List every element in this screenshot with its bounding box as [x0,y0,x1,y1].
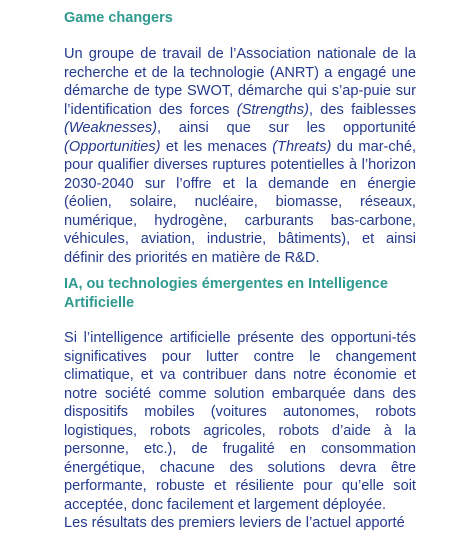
section-heading-ia: IA, ou technologies émergentes en Intelligence Artificielle [64,276,388,311]
paragraph-text: du mar-ché, pour qualifier diverses ruptures potentielles à l’horizon 2030-2040 sur l’offre et la demande en énergie (éolien, solaire, nucléaire, biomasse, réseaux, numérique, hydrogène, carburants bas-carbone, véhicules, aviation, industrie, bâtiments), et ainsi définir des priorités en matière de R&D. [64,138,417,266]
paragraph-text: , des faiblesses [308,101,416,118]
paragraph-text: Un groupe de travail de l’Association nationale de la recherche et de la technologie (ANRT) a engagé une démarche de type SWOT, démarche qui s’ap-puie sur l’identification des forces [64,46,416,118]
term-threats: (Threats) [272,138,332,155]
term-opportunities: (Opportunities) [64,138,161,155]
paragraph-ia: Si l’intelligence artificielle présente des opportuni-tés significatives pour lutter contre le changement climatique, et va contribuer dans notre économie et notre société comme solution embarquée dans des dispositifs mobiles (voitures autonomes, robots logistiques, robots agricoles, robots d’aide à la personne, etc.), de frugalité en consommation énergétique, chacune des solutions devra être performante, robuste et résiliente pour qu’elle soit acceptée, donc facilement et largement déployée. [64,330,416,513]
paragraph-text: et les menaces [160,138,273,155]
term-strengths: (Strengths) [236,101,309,118]
paragraph-ia-continued: Les résultats des premiers leviers de l’actuel apporté [64,515,405,531]
term-weaknesses: (Weaknesses) [64,120,157,136]
paragraph-game-changers [64,45,416,267]
section-heading-game-changers: Game changers [64,10,173,26]
paragraph-text: , ainsi que sur les opportunité [157,120,416,136]
